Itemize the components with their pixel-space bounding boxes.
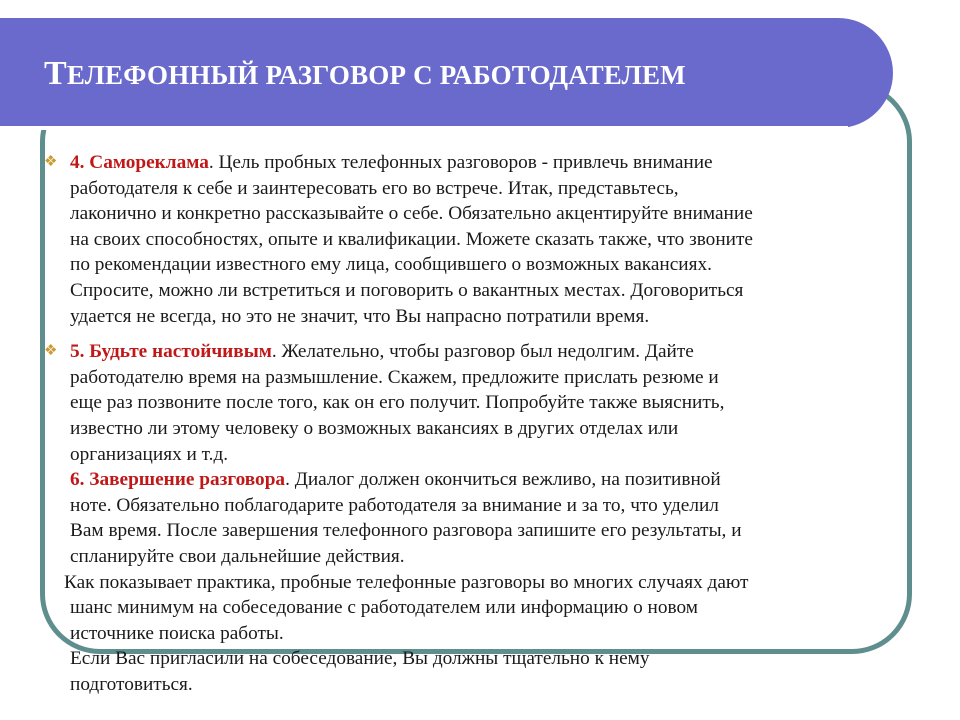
ring-bullet-icon: ❖ [44,343,58,360]
text-line-rest: . Диалог должен окончиться вежливо, на позитивной [285,469,721,491]
section-heading: 5. Будьте настойчивым [70,341,272,363]
text-line: Вам время. После завершения телефонного разговора запишите его результаты, и [70,520,742,542]
text-line: Спросите, можно ли встретиться и поговорить о вакантных местах. Договориться [70,279,744,301]
text-line: по рекомендации известного ему лица, сообщившего о возможных вакансиях. [70,254,712,276]
text-line: Как показывает практика, пробные телефонные разговоры во многих случаях дают [64,571,749,593]
text-line: шанс минимум на собеседование с работодателем или информацию о новом [70,597,698,619]
paragraph-conclusion [44,570,906,698]
title-capital: Т [44,55,67,92]
text-line: работодателя к себе и заинтересовать его во встрече. Итак, представьтесь, [70,177,679,199]
paragraph-closing-call [44,467,906,569]
text-line [70,339,906,365]
text-line: лаконично и конкретно рассказывайте о себе. Обязательно акцентируйте внимание [70,203,753,225]
text-line: подготовиться. [70,673,193,695]
ring-bullet-icon: ❖ [44,154,58,170]
slide-content [44,150,906,697]
text-line: источнике поиска работы. [70,622,284,644]
section-heading: 4. Самореклама [70,152,209,173]
slide-title [44,55,686,93]
paragraph-persistence [44,339,906,467]
text-line: организациях и т.д. [70,443,229,465]
title-underline [0,126,848,130]
text-line [70,150,906,176]
text-line [70,467,906,493]
text-line: ноте. Обязательно поблагодарите работодателя за внимание и за то, что уделил [70,494,719,516]
text-line: известно ли этому человеку о возможных вакансиях в других отделах или [70,417,679,439]
text-line: Если Вас пригласили на собеседование, Вы должны тщательно к нему [70,648,650,670]
text-line: на своих способностях, опыте и квалификации. Можете сказать также, что звоните [70,228,753,250]
text-line: еще раз позвоните после того, как он его получит. Попробуйте также выяснить, [70,392,725,414]
text-line: удается не всегда, но это не значит, что Вы напрасно потратили время. [70,305,650,327]
title-text: ЕЛЕФОННЫЙ РАЗГОВОР С РАБОТОДАТЕЛЕМ [66,60,686,90]
text-line-rest: . Желательно, чтобы разговор был недолгим. Дайте [271,341,694,363]
text-line: работодателю время на размышление. Скажем, предложите прислать резюме и [70,366,719,388]
section-heading: 6. Завершение разговора [70,469,286,491]
text-line-rest: . Цель пробных телефонных разговоров - привлечь внимание [208,152,713,173]
paragraph-self-promotion [44,150,906,329]
text-line: спланируйте свои дальнейшие действия. [70,545,405,567]
